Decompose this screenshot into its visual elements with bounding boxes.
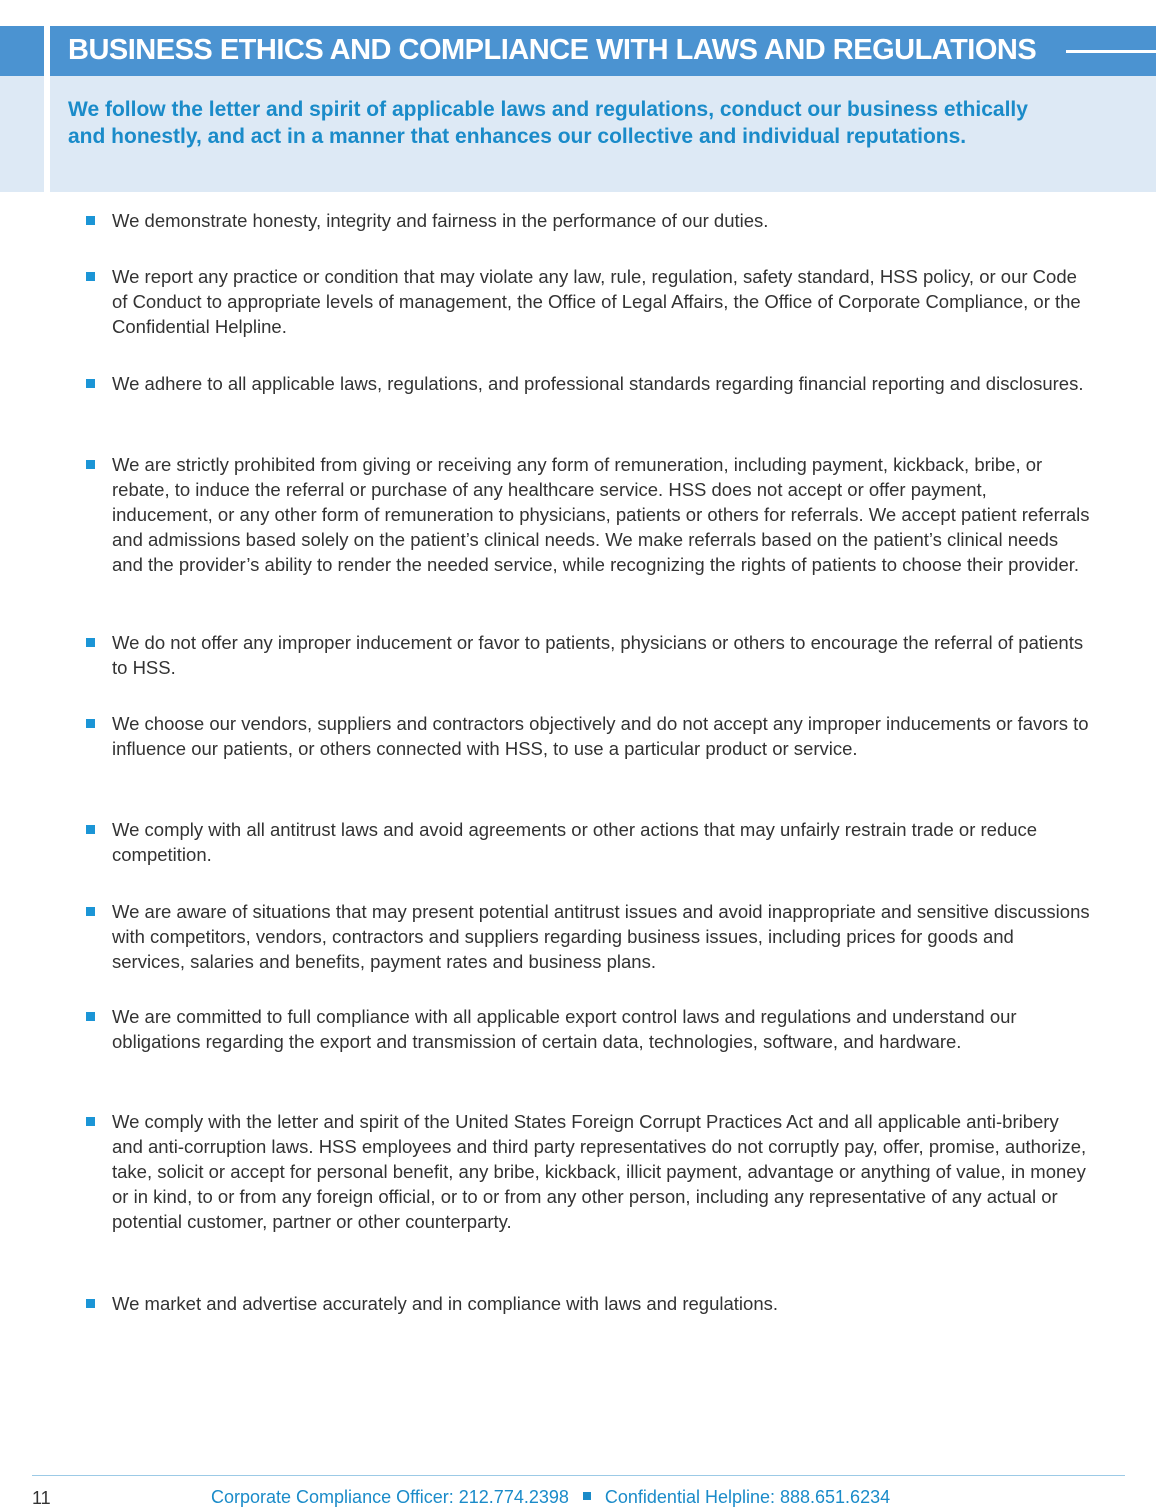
square-bullet-icon — [86, 907, 95, 916]
square-separator-icon — [583, 1492, 591, 1500]
list-item — [86, 1291, 1090, 1316]
helpline-contact: Confidential Helpline: 888.651.6234 — [604, 1487, 891, 1507]
list-item-text: We are aware of situations that may present potential antitrust issues and avoid inappropriate and sensitive discussions with competitors, vendors, contractors and suppliers regarding business issues, including prices for goods and services, salaries and benefits, payment rates and business plans. — [112, 901, 1090, 972]
list-item — [86, 630, 1090, 680]
title-rule — [1066, 50, 1156, 53]
list-item — [86, 264, 1090, 339]
list-item — [86, 1109, 1090, 1234]
list-item-text: We comply with the letter and spirit of the United States Foreign Corrupt Practices Act and all applicable anti-bribery and anti-corruption laws. HSS employees and third party representatives do not corruptly pay, offer, promise, authorize, take, solicit or accept for personal benefit, any bribe, kickback, illicit payment, advantage or anything of value, in money or in kind, to or from any foreign official, or to or from any other person, including any representative of any actual or potential customer, partner or other counterparty. — [112, 1111, 1087, 1232]
page-number: 11 — [32, 1488, 51, 1508]
footer-contacts — [211, 1487, 890, 1508]
square-bullet-icon — [86, 1299, 95, 1308]
list-item-text: We are strictly prohibited from giving or receiving any form of remuneration, including payment, kickback, bribe, or rebate, to induce the referral or purchase of any healthcare service. HSS does not accept or offer payment, inducement, or any other form of remuneration to physicians, patients or others for referrals. We accept patient referrals and admissions based solely on the patient’s clinical needs. We make referrals based on the patient’s clinical needs and the provider’s ability to render the needed service, while recognizing the rights of patients to choose their provider. — [112, 454, 1090, 575]
list-item — [86, 1004, 1090, 1054]
list-item — [86, 208, 1090, 233]
square-bullet-icon — [86, 460, 95, 469]
footer-divider — [32, 1475, 1125, 1476]
square-bullet-icon — [86, 1117, 95, 1126]
square-bullet-icon — [86, 272, 95, 281]
square-bullet-icon — [86, 1012, 95, 1021]
list-item-text: We are committed to full compliance with all applicable export control laws and regulations and understand our obligations regarding the export and transmission of certain data, technologies, software, and hardware. — [112, 1006, 1017, 1052]
list-item-text: We demonstrate honesty, integrity and fairness in the performance of our duties. — [112, 210, 769, 231]
list-item-text: We adhere to all applicable laws, regulations, and professional standards regarding financial reporting and disclosures. — [112, 373, 1084, 394]
square-bullet-icon — [86, 719, 95, 728]
list-item — [86, 371, 1090, 396]
page-title: BUSINESS ETHICS AND COMPLIANCE WITH LAWS AND REGULATIONS — [68, 34, 1037, 66]
square-bullet-icon — [86, 379, 95, 388]
list-item — [86, 899, 1090, 974]
list-item-text: We report any practice or condition that may violate any law, rule, regulation, safety standard, HSS policy, or our Code of Conduct to appropriate levels of management, the Office of Legal Affairs, the Office of Corporate Compliance, or the Confidential Helpline. — [112, 266, 1081, 337]
compliance-officer-contact: Corporate Compliance Officer: 212.774.2398 — [211, 1487, 569, 1507]
list-item-text: We do not offer any improper inducement or favor to patients, physicians or others to encourage the referral of patients to HSS. — [112, 632, 1084, 678]
list-item-text: We market and advertise accurately and in compliance with laws and regulations. — [112, 1293, 778, 1314]
list-item-text: We choose our vendors, suppliers and contractors objectively and do not accept any improper inducements or favors to influence our patients, or others connected with HSS, to use a particular product or service. — [112, 713, 1089, 759]
list-item-text: We comply with all antitrust laws and avoid agreements or other actions that may unfairly restrain trade or reduce competition. — [112, 819, 1038, 865]
square-bullet-icon — [86, 825, 95, 834]
square-bullet-icon — [86, 216, 95, 225]
list-item — [86, 452, 1090, 577]
header-left-tab — [0, 26, 44, 76]
intro-statement: We follow the letter and spirit of applicable laws and regulations, conduct our business ethically and honestly, and act in a manner that enhances our collective and individual reputations. — [68, 98, 1028, 148]
list-item — [86, 817, 1090, 867]
list-item — [86, 711, 1090, 761]
square-bullet-icon — [86, 638, 95, 647]
